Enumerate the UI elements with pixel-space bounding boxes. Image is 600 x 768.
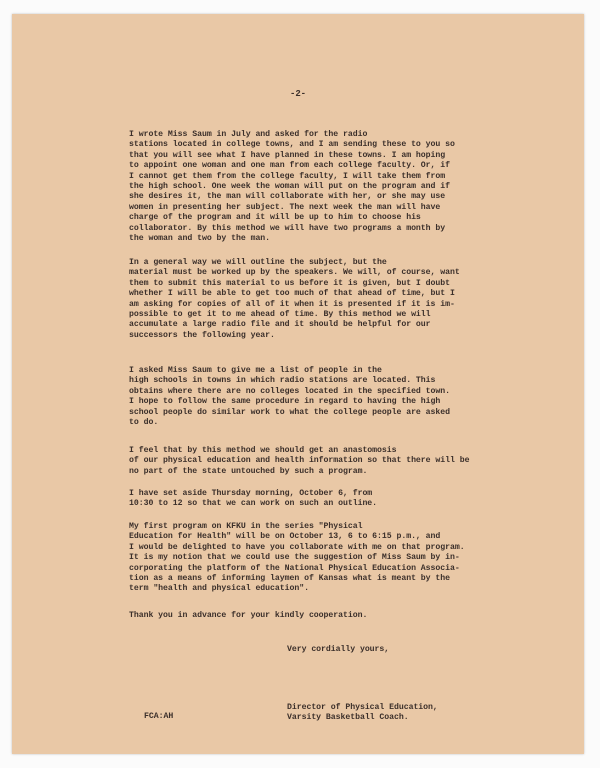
paragraph-3: I asked Miss Saum to give me a list of people in the high schools in towns in which radio stations are located. This obtains where there are no colleges located in the specified town. I hope to follow the same procedure in regard to having the high school people do similar work to what the college people are asked to do. <box>129 366 450 428</box>
paragraph-2: In a general way we will outline the subject, but the material must be worked up by the speakers. We will, of course, want them to submit this material to us before it is given, but I doubt whether I will be able to get too much of that ahead of time, but I am asking for copies of all of it when it is presented if it is im- possible to get it to me ahead of time. By this method we will accumulate a large radio file and it should be helpful for our successors the following year. <box>129 258 460 340</box>
signature-block: Director of Physical Education, Varsity Basketball Coach. <box>287 703 438 723</box>
letter-page <box>12 14 584 754</box>
paragraph-7: Thank you in advance for your kindly cooperation. <box>129 611 368 620</box>
closing: Very cordially yours, <box>287 645 390 654</box>
paragraph-1: I wrote Miss Saum in July and asked for the radio stations located in college towns, and I am sending these to you so that you will see what I have planned in these towns. I am hoping to appoint one woman and one man from each college faculty. Or, if I cannot get them from the college faculty, I will take them from the high school. One week the woman will put on the program and if she desires it, the man will collaborate with her, or she may use women in presenting her subject. The next week the man will have charge of the program and it will be up to him to choose his collaborator. By this method we will have two programs a month by the woman and two by the man. <box>129 130 455 244</box>
paragraph-5: I have set aside Thursday morning, October 6, from 10:30 to 12 so that we can work on such an outline. <box>129 489 378 509</box>
paragraph-6: My first program on KFKU in the series "Physical Education for Health" will be on October 13, 6 to 6:15 p.m., and I would be delighted to have you collaborate with me on that program. It is my notion that we could use the suggestion of Miss Saum by in- corporating the platform of the National Physical Education Associa- tion as a means of informing laymen of Kansas what is meant by the term "health and physical education". <box>129 522 465 594</box>
page-number: -2- <box>289 89 307 99</box>
typist-initials: FCA:AH <box>144 712 174 721</box>
paragraph-4: I feel that by this method we should get an anastomosis of our physical education and health information so that there will be no part of the state untouched by such a program. <box>129 446 470 476</box>
